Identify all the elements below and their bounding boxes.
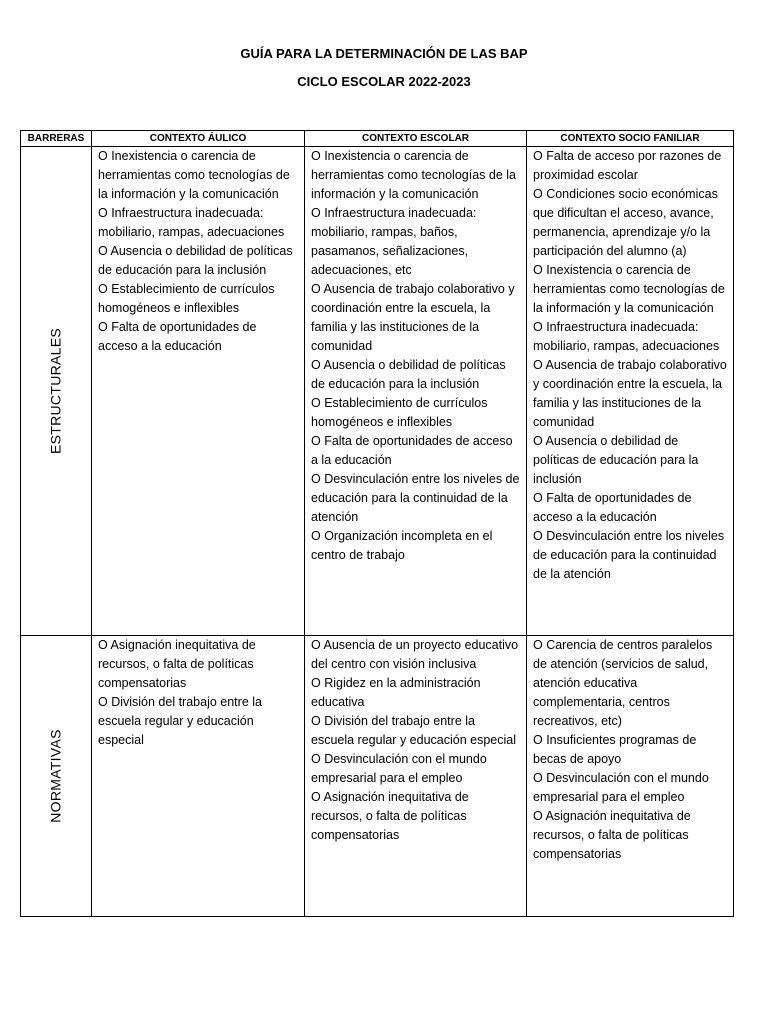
list-item: O Desvinculación entre los niveles de educación para la continuidad de la atención [533, 529, 725, 581]
list-item: O Ausencia de trabajo colaborativo y coordinación entre la escuela, la familia y las instituciones de la comunidad [533, 358, 727, 429]
list-item: O Falta de oportunidades de acceso a la educación [311, 434, 513, 467]
list-item: O Ausencia o debilidad de políticas de educación para la inclusión [533, 434, 699, 486]
row-label-cell [21, 147, 92, 636]
header-contexto-aulico: CONTEXTO ÁULICO [92, 131, 305, 147]
row-label-estructurales: ESTRUCTURALES [47, 327, 64, 455]
cell-estructurales-escolar [305, 147, 527, 636]
list-item: O Establecimiento de currículos homogéneos e inflexibles [98, 282, 275, 315]
list-item: O Rigidez en la administración educativa [311, 676, 481, 709]
cell-estructurales-aulico [92, 147, 305, 636]
list-item: O Inexistencia o carencia de herramientas como tecnologías de la información y la comunicación [98, 149, 290, 201]
cell-normativas-escolar [305, 636, 527, 917]
table-header-row [21, 131, 734, 147]
cell-normativas-aulico [92, 636, 305, 917]
list-item: O Ausencia o debilidad de políticas de educación para la inclusión [311, 358, 506, 391]
document-subtitle: CICLO ESCOLAR 2022-2023 [297, 74, 471, 89]
list-item: O Asignación inequitativa de recursos, o falta de políticas compensatorias [98, 638, 256, 690]
header-contexto-escolar: CONTEXTO ESCOLAR [305, 131, 527, 147]
list-item: O Carencia de centros paralelos de atención (servicios de salud, atención educativa complementaria, centros recreativos, etc) [533, 638, 713, 728]
list-item: O Ausencia de trabajo colaborativo y coordinación entre la escuela, la familia y las instituciones de la comunidad [311, 282, 515, 353]
list-item: O Falta de oportunidades de acceso a la educación [98, 320, 257, 353]
document-title: GUÍA PARA LA DETERMINACIÓN DE LAS BAP [240, 46, 528, 61]
list-item: O Condiciones socio económicas que dificultan el acceso, avance, permanencia, aprendizaje y/o la participación del alumno (a) [533, 187, 718, 258]
list-item: O Infraestructura inadecuada: mobiliario, rampas, adecuaciones [533, 320, 720, 353]
table-row-estructurales [21, 147, 734, 636]
list-item: O División del trabajo entre la escuela regular y educación especial [98, 695, 262, 747]
list-item: O Asignación inequitativa de recursos, o falta de políticas compensatorias [533, 809, 691, 861]
cell-normativas-socio-familiar [527, 636, 734, 917]
list-item: O Desvinculación con el mundo empresarial para el empleo [533, 771, 709, 804]
header-contexto-socio-familiar: CONTEXTO SOCIO FANILIAR [527, 131, 734, 147]
table-row-normativas [21, 636, 734, 917]
list-item: O Ausencia de un proyecto educativo del centro con visión inclusiva [311, 638, 519, 671]
row-label-cell [21, 636, 92, 917]
list-item: O Organización incompleta en el centro de trabajo [311, 529, 493, 562]
list-item: O Infraestructura inadecuada: mobiliario, rampas, adecuaciones [98, 206, 285, 239]
list-item: O Inexistencia o carencia de herramientas como tecnologías de la información y la comunicación [533, 263, 725, 315]
list-item: O Falta de oportunidades de acceso a la educación [533, 491, 692, 524]
row-label-normativas: NORMATIVAS [47, 729, 64, 823]
list-item: O Falta de acceso por razones de proximidad escolar [533, 149, 722, 182]
list-item: O Inexistencia o carencia de herramientas como tecnologías de la información y la comunicación [311, 149, 516, 201]
bap-table [20, 130, 734, 917]
header-barreras: BARRERAS [21, 131, 92, 147]
list-item: O Establecimiento de currículos homogéneos e inflexibles [311, 396, 488, 429]
list-item: O Asignación inequitativa de recursos, o falta de políticas compensatorias [311, 790, 469, 842]
list-item: O División del trabajo entre la escuela regular y educación especial [311, 714, 516, 747]
list-item: O Infraestructura inadecuada: mobiliario, rampas, baños, pasamanos, señalizaciones, adecuaciones, etc [311, 206, 477, 277]
list-item: O Ausencia o debilidad de políticas de educación para la inclusión [98, 244, 293, 277]
list-item: O Insuficientes programas de becas de apoyo [533, 733, 697, 766]
cell-estructurales-socio-familiar [527, 147, 734, 636]
list-item: O Desvinculación entre los niveles de educación para la continuidad de la atención [311, 472, 520, 524]
list-item: O Desvinculación con el mundo empresarial para el empleo [311, 752, 487, 785]
